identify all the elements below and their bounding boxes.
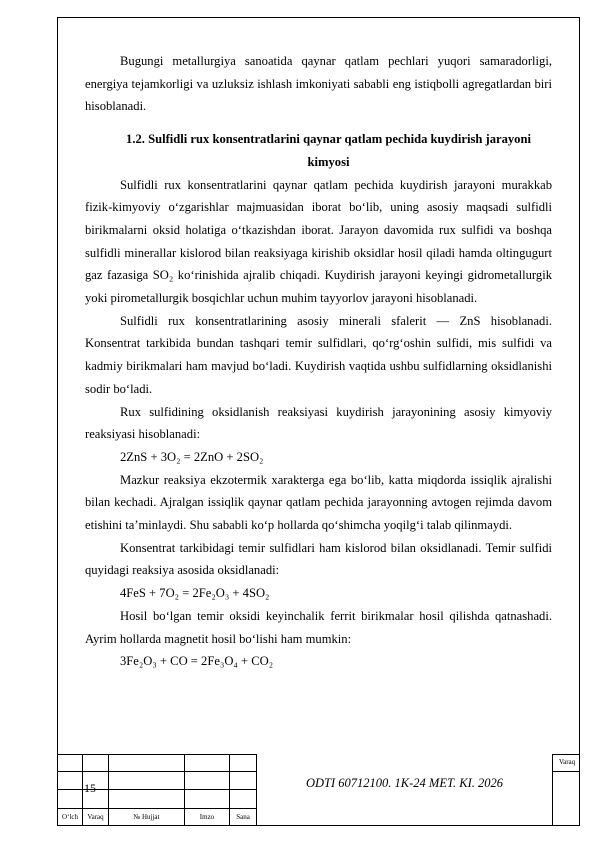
title-block — [57, 754, 580, 826]
paragraph-6: Hosil bo‘lgan temir oksidi keyinchalik ferrit birikmalar hosil qilishda qatnashadi. Ayrim hollarda magnetit hosil bo‘lishi ham mumkin: — [85, 608, 552, 646]
varaq-label: Varaq — [558, 758, 576, 766]
col-hujjat-label: № Hujjat — [133, 813, 160, 821]
intro-paragraph: Bugungi metallurgiya sanoatida qaynar qatlam pechlari yuqori samaradorligi, energiya tejamkorligi va uzluksiz ishlash imkoniyati sababli eng istiqbolli agregatlardan biri hisoblanadi. — [85, 54, 552, 114]
document-code: ODTI 60712100. 1K-24 MET. KI. 2026 — [306, 776, 503, 790]
title-block-row-1 — [57, 754, 257, 772]
paragraph-1: Sulfidli rux konsentratlarini qaynar qatlam pechida kuydirish jarayoni murakkab fizik-kimyoviy o‘zgarishlar majmuasidan iborat bo‘lib, uning asosiy maqsadi sulfidli birikmalarni oksid holatiga o‘tkazishdan iborat. Jarayon davomida rux sulfidi va boshqa sulfidli minerallar kislorod bilan reaksiyaga kirishib oksidlar hosil qiladi hamda oltingugurt gaz fazasiga SO₂ ko‘rinishida ajralib chiqadi. Kuydirish jarayoni keyingi gidrometallurgik yoki pirometallurgik bosqichlar uchun muhim tayyorlov jarayoni hisoblanadi. — [85, 177, 552, 306]
equation-2: 4FeS + 7O₂ = 2Fe₂O₃ + 4SO₂ — [120, 586, 270, 601]
equation-3: 3Fe₂O₃ + CO = 2Fe₃O₄ + CO₂ — [120, 654, 274, 669]
paragraph-3: Rux sulfidining oksidlanish reaksiyasi kuydirish jarayonining asosiy kimyoviy reaksiyasi hisoblanadi: — [85, 404, 552, 442]
paragraph-5: Konsentrat tarkibidagi temir sulfidlari ham kislorod bilan oksidlanadi. Temir sulfidi quyidagi reaksiya asosida oksidlanadi: — [85, 540, 552, 578]
equation-1: 2ZnS + 3O₂ = 2ZnO + 2SO₂ — [120, 449, 264, 464]
page-number: 15 — [84, 781, 96, 795]
col-imzo-label: Imzo — [199, 813, 215, 821]
paragraph-4: Mazkur reaksiya ekzotermik xarakterga ega bo‘lib, katta miqdorda issiqlik ajralishi bilan kechadi. Ajralgan issiqlik qaynar qatlam pechida jarayonning avtogen rejimda davom etishini ta’minlaydi. Shu sababli ko‘p hollarda qo‘shimcha yoqilg‘i talab qilinmaydi. — [85, 472, 552, 533]
paragraph-2: Sulfidli rux konsentratlarining asosiy minerali sfalerit — ZnS hisoblanadi. Konsentrat tarkibida bundan tashqari temir sulfidlari, qo‘rg‘oshin sulfidi, mis sulfidi va kadmiy birikmalari ham mavjud bo‘ladi. Kuydirish vaqtida ushbu sulfidlarning oksidlanishi sodir bo‘ladi. — [85, 313, 552, 396]
col-olch-label: O‘lch — [62, 813, 78, 821]
document-body — [85, 50, 552, 673]
col-sana-label: Sana — [236, 813, 250, 821]
col-varaq-label: Varaq — [87, 813, 104, 821]
section-heading: 1.2. Sulfidli rux konsentratlarini qaynar qatlam pechida kuydirish jarayoni kimyosi — [126, 132, 531, 169]
